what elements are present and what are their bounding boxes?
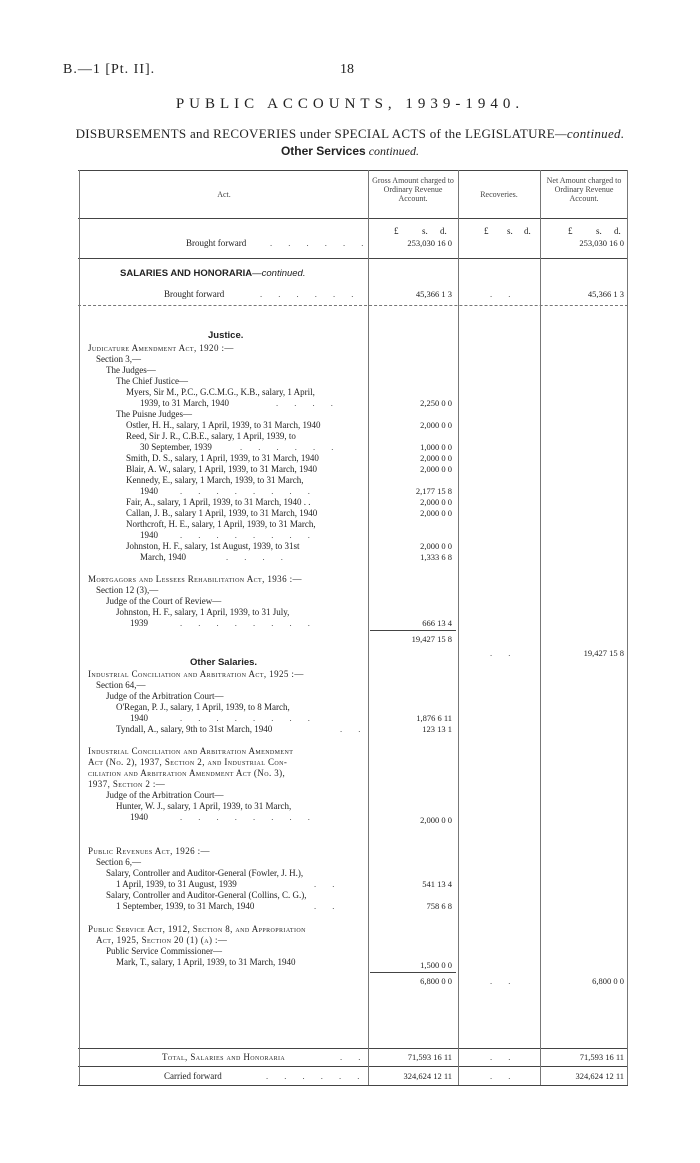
mark-amount: 1,500 0 0 <box>420 960 452 970</box>
mark-line: Mark, T., salary, 1 April, 1939, to 31 March, 1940 <box>116 957 296 967</box>
fowler-amount: 541 13 4 <box>422 879 452 889</box>
northcroft-amount: 2,000 0 0 <box>420 541 452 551</box>
rule-before-total <box>78 1048 628 1049</box>
collins-amount: 758 6 8 <box>426 901 452 911</box>
total-salaries-net: 71,593 16 11 <box>579 1052 624 1062</box>
brought-forward-gross: 253,030 16 0 <box>407 238 452 248</box>
justice-heading: Justice. <box>208 330 244 341</box>
carried-forward-rec-dots: . . <box>490 1071 518 1081</box>
brought-forward-dots: . . . . . . <box>270 238 371 248</box>
oregan-dots: . . . . . . . . <box>180 713 317 723</box>
fowler-dots: . . <box>314 879 342 889</box>
judicature-act: Judicature Amendment Act, 1920 :— <box>88 343 234 353</box>
brought-forward-label: Brought forward <box>186 238 247 248</box>
mortgagors-section: Section 12 (3),— <box>96 585 159 595</box>
carried-forward-dots: . . . . . . <box>266 1071 367 1081</box>
reed-line2: 30 September, 1939 <box>140 442 212 452</box>
hunter-line1: Hunter, W. J., salary, 1 April, 1939, to 31 March, <box>116 801 292 811</box>
judicature-section: Section 3,— <box>96 354 141 364</box>
net-pounds-unit: £ <box>568 226 573 236</box>
col-divider-left <box>79 170 80 1085</box>
ostler-amount: 2,000 0 0 <box>420 420 452 430</box>
rule-after-salaries-bf <box>78 305 628 306</box>
salaries-bf-net: 45,366 1 3 <box>587 289 624 299</box>
justice-subtotal-rule <box>370 630 456 631</box>
col-divider-act <box>368 170 369 1085</box>
public-service-line1: Public Service Act, 1912, Section 8, and Appropriation <box>88 924 306 934</box>
other-subtotal: 6,800 0 0 <box>420 976 452 986</box>
reed-amount: 1,000 0 0 <box>420 442 452 452</box>
industrial-section: Section 64,— <box>96 680 146 690</box>
section-title <box>0 144 700 159</box>
rec-shillings-unit: s. <box>507 226 513 236</box>
hunter-amount: 2,000 0 0 <box>420 815 452 825</box>
myers-line1: Myers, Sir M., P.C., G.C.M.G., K.B., salary, 1 April, <box>126 387 315 397</box>
col-divider-recoveries <box>540 170 541 1085</box>
carried-forward-net: 324,624 12 11 <box>575 1071 624 1081</box>
reed-line1: Reed, Sir J. R., C.B.E., salary, 1 April, 1939, to <box>126 431 296 441</box>
total-salaries-label: Total, Salaries and Honoraria <box>162 1052 286 1062</box>
myers-amount: 2,250 0 0 <box>420 398 452 408</box>
johnston-dots: . . . . <box>226 552 290 562</box>
ostler-line: Ostler, H. H., salary, 1 April, 1939, to 31 March, 1940 <box>126 420 321 430</box>
mortgagors-johnston-line2: 1939 <box>130 618 148 628</box>
industrial-amend-line3: ciliation and Arbitration Amendment Act (No. 3), <box>88 768 286 778</box>
page-number: 18 <box>340 62 354 77</box>
rule-after-brought-forward <box>78 258 628 259</box>
oregan-amount: 1,876 6 11 <box>416 713 452 723</box>
hunter-line2: 1940 <box>130 812 148 822</box>
myers-line2: 1939, to 31 March, 1940 <box>140 398 229 408</box>
table-bottom-rule <box>78 1085 628 1086</box>
section-title-continued: continued. <box>368 144 420 158</box>
net-pence-unit: d. <box>614 226 621 236</box>
mortgagors-johnston-amount: 666 13 4 <box>422 618 452 628</box>
total-salaries-dots: . . <box>340 1052 368 1062</box>
salaries-bf-rec-dots: . . <box>490 289 518 299</box>
court-of-review-judge: Judge of the Court of Review— <box>106 596 222 606</box>
northcroft-line2: 1940 <box>140 530 158 540</box>
mortgagors-dots: . . . . . . . . <box>180 618 317 628</box>
salaries-heading-continued: —continued. <box>252 268 306 279</box>
page-title: PUBLIC ACCOUNTS, 1939-1940. <box>175 96 525 112</box>
fair-line: Fair, A., salary, 1 April, 1939, to 31 March, 1940 . . <box>126 497 311 507</box>
other-salaries-heading: Other Salaries. <box>190 657 258 668</box>
kennedy-line1: Kennedy, E., salary, 1 March, 1939, to 31 March, <box>126 475 304 485</box>
net-shillings-unit: s. <box>596 226 602 236</box>
puisne-judges: The Puisne Judges— <box>116 409 192 419</box>
collins-line1: Salary, Controller and Auditor-General (Collins, C. G.), <box>106 890 307 900</box>
fair-amount: 2,000 0 0 <box>420 497 452 507</box>
public-revenues-section: Section 6,— <box>96 857 141 867</box>
col-header-act: Act. <box>217 190 231 199</box>
johnston-line1: Johnston, H. F., salary, 1st August, 1939, to 31st <box>126 541 300 551</box>
salaries-bf-dots: . . . . . . <box>260 289 361 299</box>
arbitration-judge-2: Judge of the Arbitration Court— <box>106 790 224 800</box>
smith-amount: 2,000 0 0 <box>420 453 452 463</box>
total-salaries-gross: 71,593 16 11 <box>407 1052 452 1062</box>
section-title-main: Other Services <box>280 144 366 158</box>
arbitration-judge: Judge of the Arbitration Court— <box>106 691 224 701</box>
salaries-brought-forward-label: Brought forward <box>164 289 225 299</box>
tyndall-amount: 123 13 1 <box>422 724 452 734</box>
gross-shillings-unit: s. <box>422 226 428 236</box>
rec-pence-unit: d. <box>524 226 531 236</box>
callan-line: Callan, J. B., salary 1 April, 1939, to 31 March, 1940 <box>126 508 318 518</box>
rule-before-carried <box>78 1066 628 1067</box>
mortgagors-johnston-line1: Johnston, H. F., salary, 1 April, 1939, to 31 July, <box>116 607 290 617</box>
salaries-heading-title: SALARIES AND HONORARIA <box>120 268 253 279</box>
blair-amount: 2,000 0 0 <box>420 464 452 474</box>
document-reference: B.—1 [Pt. II]. <box>63 62 156 77</box>
gross-pence-unit: d. <box>440 226 447 236</box>
myers-dots: . . . . <box>276 398 340 408</box>
other-rec-dots: . . <box>490 976 518 986</box>
other-net: 6,800 0 0 <box>592 976 624 986</box>
industrial-act: Industrial Conciliation and Arbitration Act, 1925 :— <box>88 669 304 679</box>
tyndall-dots: . . <box>340 724 368 734</box>
carried-forward-gross: 324,624 12 11 <box>403 1071 452 1081</box>
tyndall-line: Tyndall, A., salary, 9th to 31st March, 1940 <box>116 724 273 734</box>
rec-pounds-unit: £ <box>484 226 489 236</box>
justice-net: 19,427 15 8 <box>583 648 624 658</box>
public-service-line2: Act, 1925, Section 20 (1) (a) :— <box>96 935 228 945</box>
subtitle-continued: —continued. <box>555 126 625 141</box>
fowler-line2: 1 April, 1939, to 31 August, 1939 <box>116 879 237 889</box>
public-revenues-act: Public Revenues Act, 1926 :— <box>88 846 210 856</box>
brought-forward-net: 253,030 16 0 <box>579 238 624 248</box>
table-subtitle <box>0 126 700 142</box>
the-judges: The Judges— <box>106 365 156 375</box>
johnston-amount: 1,333 6 8 <box>420 552 452 562</box>
col-header-net: Net Amount charged to Ordinary Revenue Account. <box>546 176 622 203</box>
callan-amount: 2,000 0 0 <box>420 508 452 518</box>
header-bottom-rule <box>78 218 628 219</box>
col-header-recoveries: Recoveries. <box>480 190 518 199</box>
other-subtotal-rule <box>370 972 456 973</box>
salaries-heading <box>120 268 305 279</box>
col-divider-right <box>627 170 628 1085</box>
collins-line2: 1 September, 1939, to 31 March, 1940 <box>116 901 255 911</box>
smith-line: Smith, D. S., salary, 1 April, 1939, to 31 March, 1940 <box>126 453 319 463</box>
table-top-rule <box>78 170 628 171</box>
hunter-dots: . . . . . . . . <box>180 812 317 822</box>
oregan-line2: 1940 <box>130 713 148 723</box>
northcroft-dots: . . . . . . . . <box>180 530 317 540</box>
fowler-line1: Salary, Controller and Auditor-General (Fowler, J. H.), <box>106 868 304 878</box>
total-salaries-rec-dots: . . <box>490 1052 518 1062</box>
industrial-amend-line4: 1937, Section 2 :— <box>88 779 166 789</box>
industrial-amend-line2: Act (No. 2), 1937, Section 2, and Industrial Con- <box>88 757 288 767</box>
subtitle-main: DISBURSEMENTS and RECOVERIES under SPECIAL ACTS of the LEGISLATURE <box>75 126 555 141</box>
mortgagors-act: Mortgagors and Lessees Rehabilitation Act, 1936 :— <box>88 574 302 584</box>
collins-dots: . . <box>314 901 342 911</box>
johnston-line2: March, 1940 <box>140 552 186 562</box>
chief-justice: The Chief Justice— <box>116 376 188 386</box>
kennedy-line2: 1940 <box>140 486 158 496</box>
kennedy-amount: 2,177 15 8 <box>415 486 452 496</box>
kennedy-dots: . . . . . . . . <box>180 486 317 496</box>
gross-pounds-unit: £ <box>394 226 399 236</box>
oregan-line1: O'Regan, P. J., salary, 1 April, 1939, to 8 March, <box>116 702 290 712</box>
salaries-bf-gross: 45,366 1 3 <box>415 289 452 299</box>
justice-subtotal: 19,427 15 8 <box>411 634 452 644</box>
public-service-commissioner: Public Service Commissioner— <box>106 946 222 956</box>
carried-forward-label: Carried forward <box>164 1071 222 1081</box>
reed-dots: . . . . . . <box>240 442 341 452</box>
justice-rec-dots: . . <box>490 648 518 658</box>
northcroft-line1: Northcroft, H. E., salary, 1 April, 1939, to 31 March, <box>126 519 316 529</box>
col-header-gross: Gross Amount charged to Ordinary Revenue Account. <box>372 176 454 203</box>
industrial-amend-line1: Industrial Conciliation and Arbitration Amendment <box>88 746 294 756</box>
col-divider-gross <box>458 170 459 1085</box>
blair-line: Blair, A. W., salary, 1 April, 1939, to 31 March, 1940 <box>126 464 318 474</box>
